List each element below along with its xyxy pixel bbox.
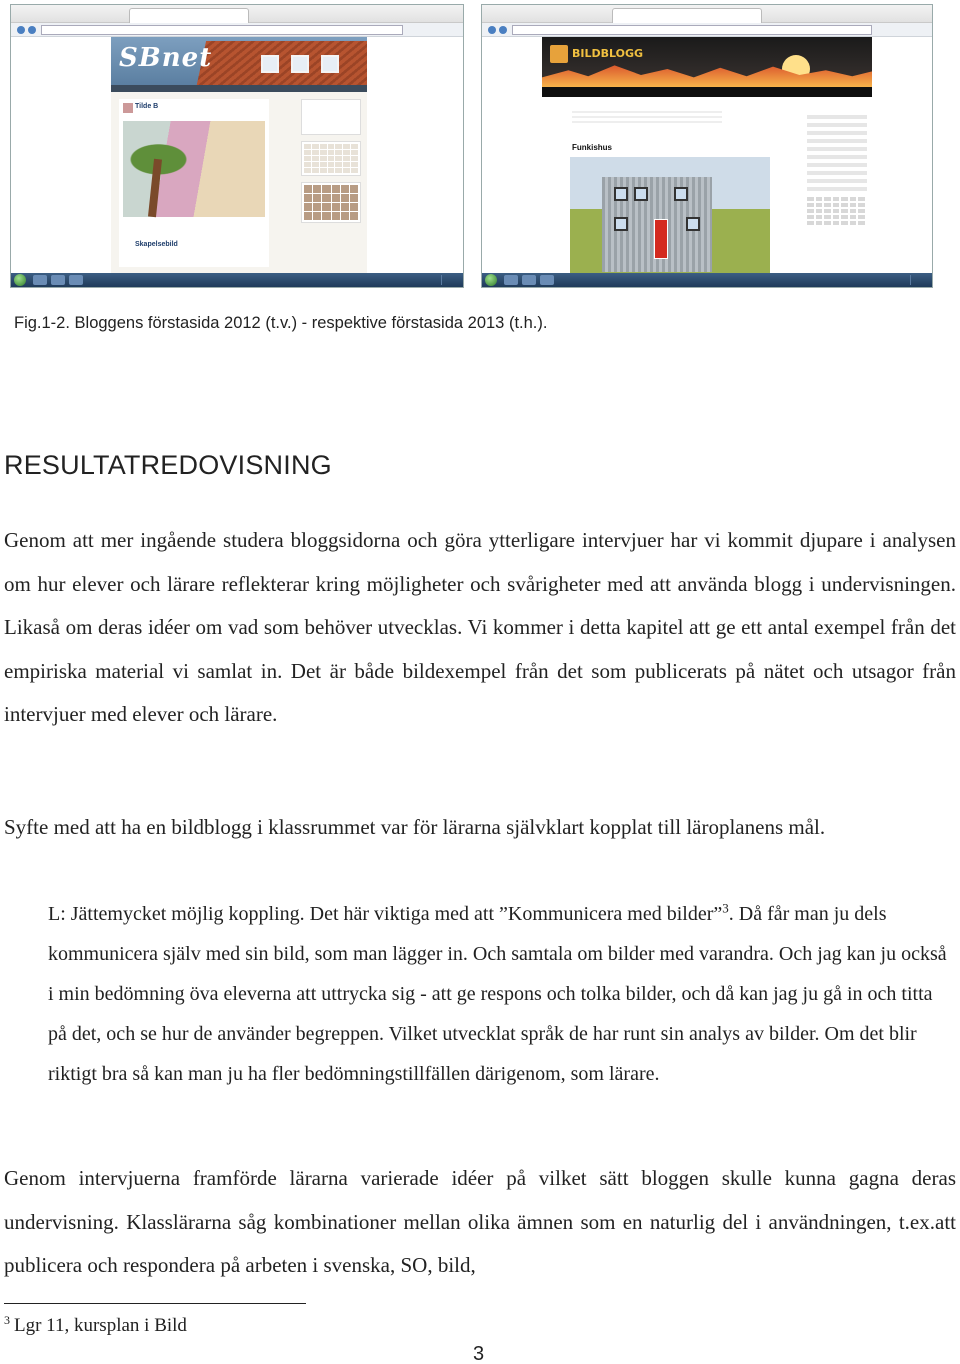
browser-tabbar [11, 5, 463, 23]
screenshot-blog-2013 [481, 4, 933, 288]
body-paragraph: Genom intervjuerna framförde lärarna varierade idéer på vilket sätt bloggen skulle kunna gagna deras undervisning. Klasslärarna såg kombinationer mellan olika ämnen som en naturlig del i användningen, t.ex.att publicera och respondera på arbeten i svenska, SO, bild, [4, 1166, 956, 1277]
post-title: Tilde B [135, 103, 159, 110]
blog-header [542, 37, 872, 87]
back-icon [17, 26, 25, 34]
browser-tabbar [482, 5, 932, 23]
body-paragraph: Genom att mer ingående studera bloggsidorna och göra ytterligare intervjuer har vi kommit djupare i analysen om hur elever och lärare reflekterar kring möjligheter och svårigheter med att använda blogg i undervisningen. Likaså om deras idéer om vad som behöver utvecklas. Vi kommer i detta kapitel att ge ett antal exempel från det empiriska material vi samlat in. Det är både bildexempel från det som publicerats på nätet och utsagor från intervjuer med elever och lärare. [4, 528, 956, 726]
sunset-mountains [542, 63, 872, 87]
back-icon [488, 26, 496, 34]
blog-page-2012 [111, 37, 367, 273]
taskbar [482, 273, 932, 287]
house-window [674, 187, 688, 201]
taskbar [11, 273, 463, 287]
taskbar-app-icon [522, 275, 536, 285]
blog-menu [542, 87, 872, 97]
blog-page-2013 [542, 37, 872, 273]
house-window [291, 55, 309, 73]
blog-sidebar [301, 99, 363, 267]
clock [910, 275, 928, 285]
second-post-title: Skapelsebild [135, 241, 178, 248]
footnote [4, 1312, 187, 1337]
avatar [123, 103, 133, 113]
url-field [41, 25, 403, 35]
calendar-widget [301, 141, 361, 176]
taskbar-app-icon [33, 275, 47, 285]
browser-address-bar [11, 23, 463, 37]
blog-header [111, 37, 367, 85]
browser-address-bar [482, 23, 932, 37]
house-window [686, 217, 700, 231]
figure-caption: Fig.1-2. Bloggens förstasida 2012 (t.v.) - respektive förstasida 2013 (t.h.). [14, 314, 548, 332]
members-widget [301, 182, 361, 223]
taskbar-app-icon [540, 275, 554, 285]
forward-icon [499, 26, 507, 34]
calendar-widget [807, 197, 865, 225]
section-heading: RESULTATREDOVISNING [4, 450, 332, 480]
house-window [614, 187, 628, 201]
roof-image [196, 41, 367, 85]
school-logo [550, 45, 568, 63]
blog-title: SBnet [119, 43, 213, 73]
login-box [301, 99, 361, 135]
page-number: 3 [473, 1343, 485, 1364]
blog-sidebar [807, 115, 867, 195]
taskbar-app-icon [504, 275, 518, 285]
quote-text: L: Jättemycket möjlig koppling. Det här viktiga med att ”Kommunicera med bilder” [48, 903, 723, 925]
start-icon [14, 274, 26, 286]
post-title: Funkishus [572, 143, 613, 152]
post-intro-text [572, 111, 722, 125]
footnote-number: 3 [4, 1312, 10, 1327]
url-field [512, 25, 872, 35]
house-window [261, 55, 279, 73]
screenshot-blog-2012 [10, 4, 464, 288]
house-window [321, 55, 339, 73]
browser-tab [129, 8, 249, 23]
blog-post [119, 99, 269, 267]
quote-text: . Då får man ju dels kommunicera själv med sin bild, som man lägger in. Och samtala om bilder med varandra. Och jag kan ju också i min bedömning öva eleverna att uttrycka sig - att ge respons och tolka bilder, och då kan jag ju gå in och titta på det, och se hur de använder begreppen. Vilket utvecklat språk de har runt sin analys av bilder. Om det blir riktigt bra så kan man ju ha fler bedömningstillfällen därigenom, som lärare. [48, 903, 947, 1085]
taskbar-app-icon [51, 275, 65, 285]
blog-menu [111, 85, 367, 92]
post-artwork [123, 121, 265, 217]
blog-title: BILDBLOGG [572, 47, 644, 60]
house-window [634, 187, 648, 201]
footnote-text: Lgr 11, kursplan i Bild [14, 1315, 187, 1336]
body-paragraph: Syfte med att ha en bildblogg i klassrummet var för lärarna självklart kopplat till läroplanens mål. [4, 815, 826, 839]
footnote-ref: 3 [722, 900, 729, 916]
house-window [614, 217, 628, 231]
clock [441, 275, 459, 285]
browser-tab [612, 8, 762, 23]
footnote-divider [4, 1303, 306, 1304]
start-icon [485, 274, 497, 286]
interview-quote [48, 894, 954, 1094]
red-door [654, 219, 668, 259]
forward-icon [28, 26, 36, 34]
taskbar-app-icon [69, 275, 83, 285]
